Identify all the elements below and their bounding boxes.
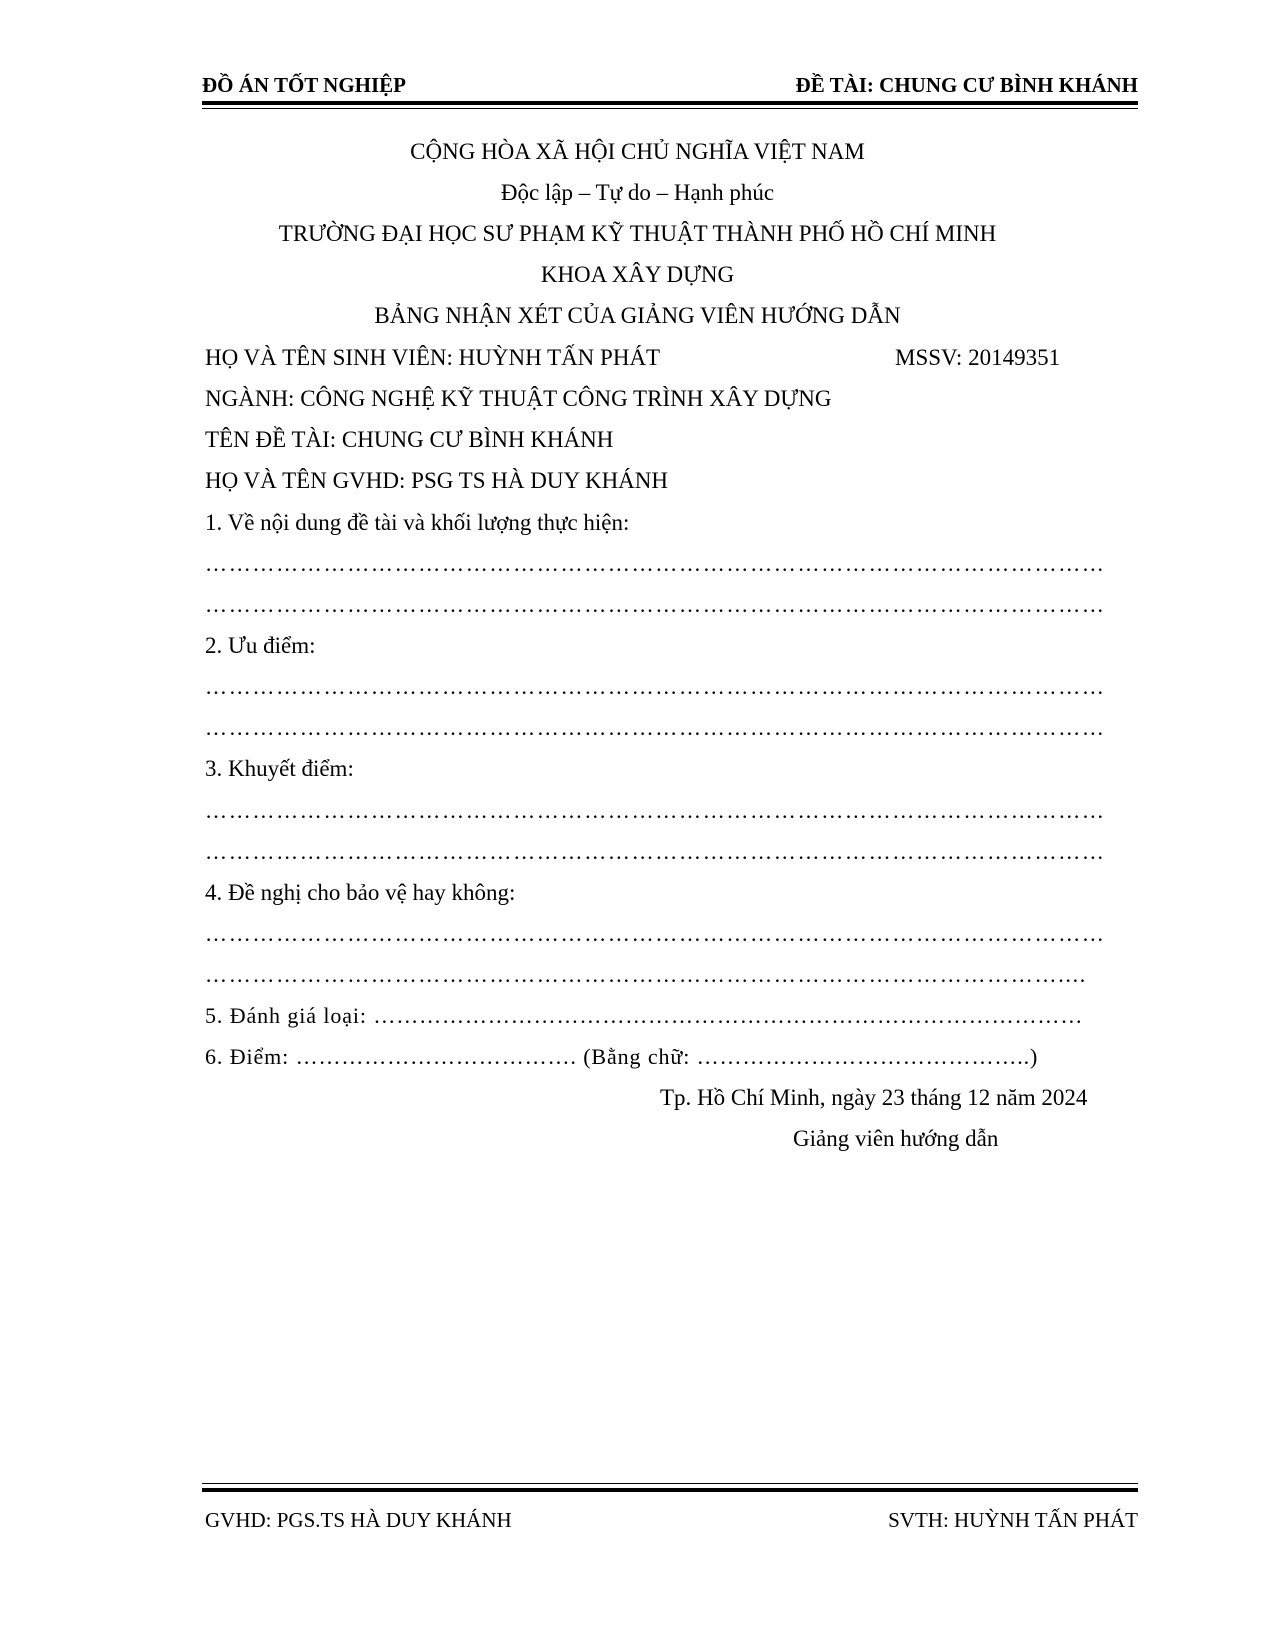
section-4-label: 4. Đề nghị cho bảo vệ hay không:	[205, 880, 516, 905]
section-6-score: 6. Điểm: ………………………………. (Bằng chữ: ……………………………………..)	[205, 1044, 1039, 1069]
motto: Độc lập – Tự do – Hạnh phúc	[500, 180, 775, 205]
page-header	[202, 73, 1138, 99]
section-3-answer-line: ……………………………………………………………………………………………………	[205, 839, 1106, 864]
footer-rule-thick	[202, 1488, 1138, 1492]
faculty-name: KHOA XÂY DỰNG	[540, 262, 735, 287]
place-and-date: Tp. Hồ Chí Minh, ngày 23 tháng 12 năm 2024	[660, 1085, 1088, 1110]
footer-rule-thin	[202, 1483, 1138, 1484]
section-4-answer-line: ………………………………………………………………………………………………....	[205, 962, 1087, 987]
form-title: BẢNG NHẬN XÉT CỦA GIẢNG VIÊN HƯỚNG DẪN	[374, 303, 901, 328]
university-name: TRƯỜNG ĐẠI HỌC SƯ PHẠM KỸ THUẬT THÀNH PHỐ HỒ CHÍ MINH	[278, 221, 997, 246]
header-right: ĐỀ TÀI: CHUNG CƯ BÌNH KHÁNH	[795, 73, 1138, 97]
section-3-answer-line: ……………………………………………………………………………………………………	[205, 798, 1106, 823]
section-4-answer-line: ……………………………………………………………………………………………………	[205, 921, 1106, 946]
header-left: ĐỒ ÁN TỐT NGHIỆP	[202, 73, 407, 97]
footer-right: SVTH: HUỲNH TẤN PHÁT	[888, 1508, 1138, 1532]
section-2-answer-line: ……………………………………………………………………………………………………	[205, 715, 1106, 740]
header-rule-thick	[202, 101, 1138, 105]
student-id: MSSV: 20149351	[895, 345, 1061, 370]
section-3-label: 3. Khuyết điểm:	[205, 756, 354, 781]
header-rule-thin	[202, 108, 1138, 109]
advisor: HỌ VÀ TÊN GVHD: PSG TS HÀ DUY KHÁNH	[205, 468, 669, 493]
section-2-answer-line: ……………………………………………………………………………………………………	[205, 674, 1106, 699]
major: NGÀNH: CÔNG NGHỆ KỸ THUẬT CÔNG TRÌNH XÂY DỰNG	[205, 386, 832, 411]
section-5-rating: 5. Đánh giá loại: …………………………………………………………………………………	[205, 1003, 1084, 1028]
country-heading: CỘNG HÒA XÃ HỘI CHỦ NGHĨA VIỆT NAM	[410, 139, 865, 164]
section-2-label: 2. Ưu điểm:	[205, 633, 316, 658]
section-1-answer-line: ……………………………………………………………………………………………………	[205, 592, 1106, 617]
student-name: HỌ VÀ TÊN SINH VIÊN: HUỲNH TẤN PHÁT	[205, 345, 661, 370]
footer-left: GVHD: PGS.TS HÀ DUY KHÁNH	[205, 1508, 512, 1532]
page-footer	[205, 1508, 1138, 1534]
topic: TÊN ĐỀ TÀI: CHUNG CƯ BÌNH KHÁNH	[205, 427, 614, 452]
section-1-answer-line: ……………………………………………………………………………………………………	[205, 551, 1106, 576]
section-1-label: 1. Về nội dung đề tài và khối lượng thực hiện:	[205, 510, 630, 535]
signature-role: Giảng viên hướng dẫn	[793, 1126, 999, 1151]
